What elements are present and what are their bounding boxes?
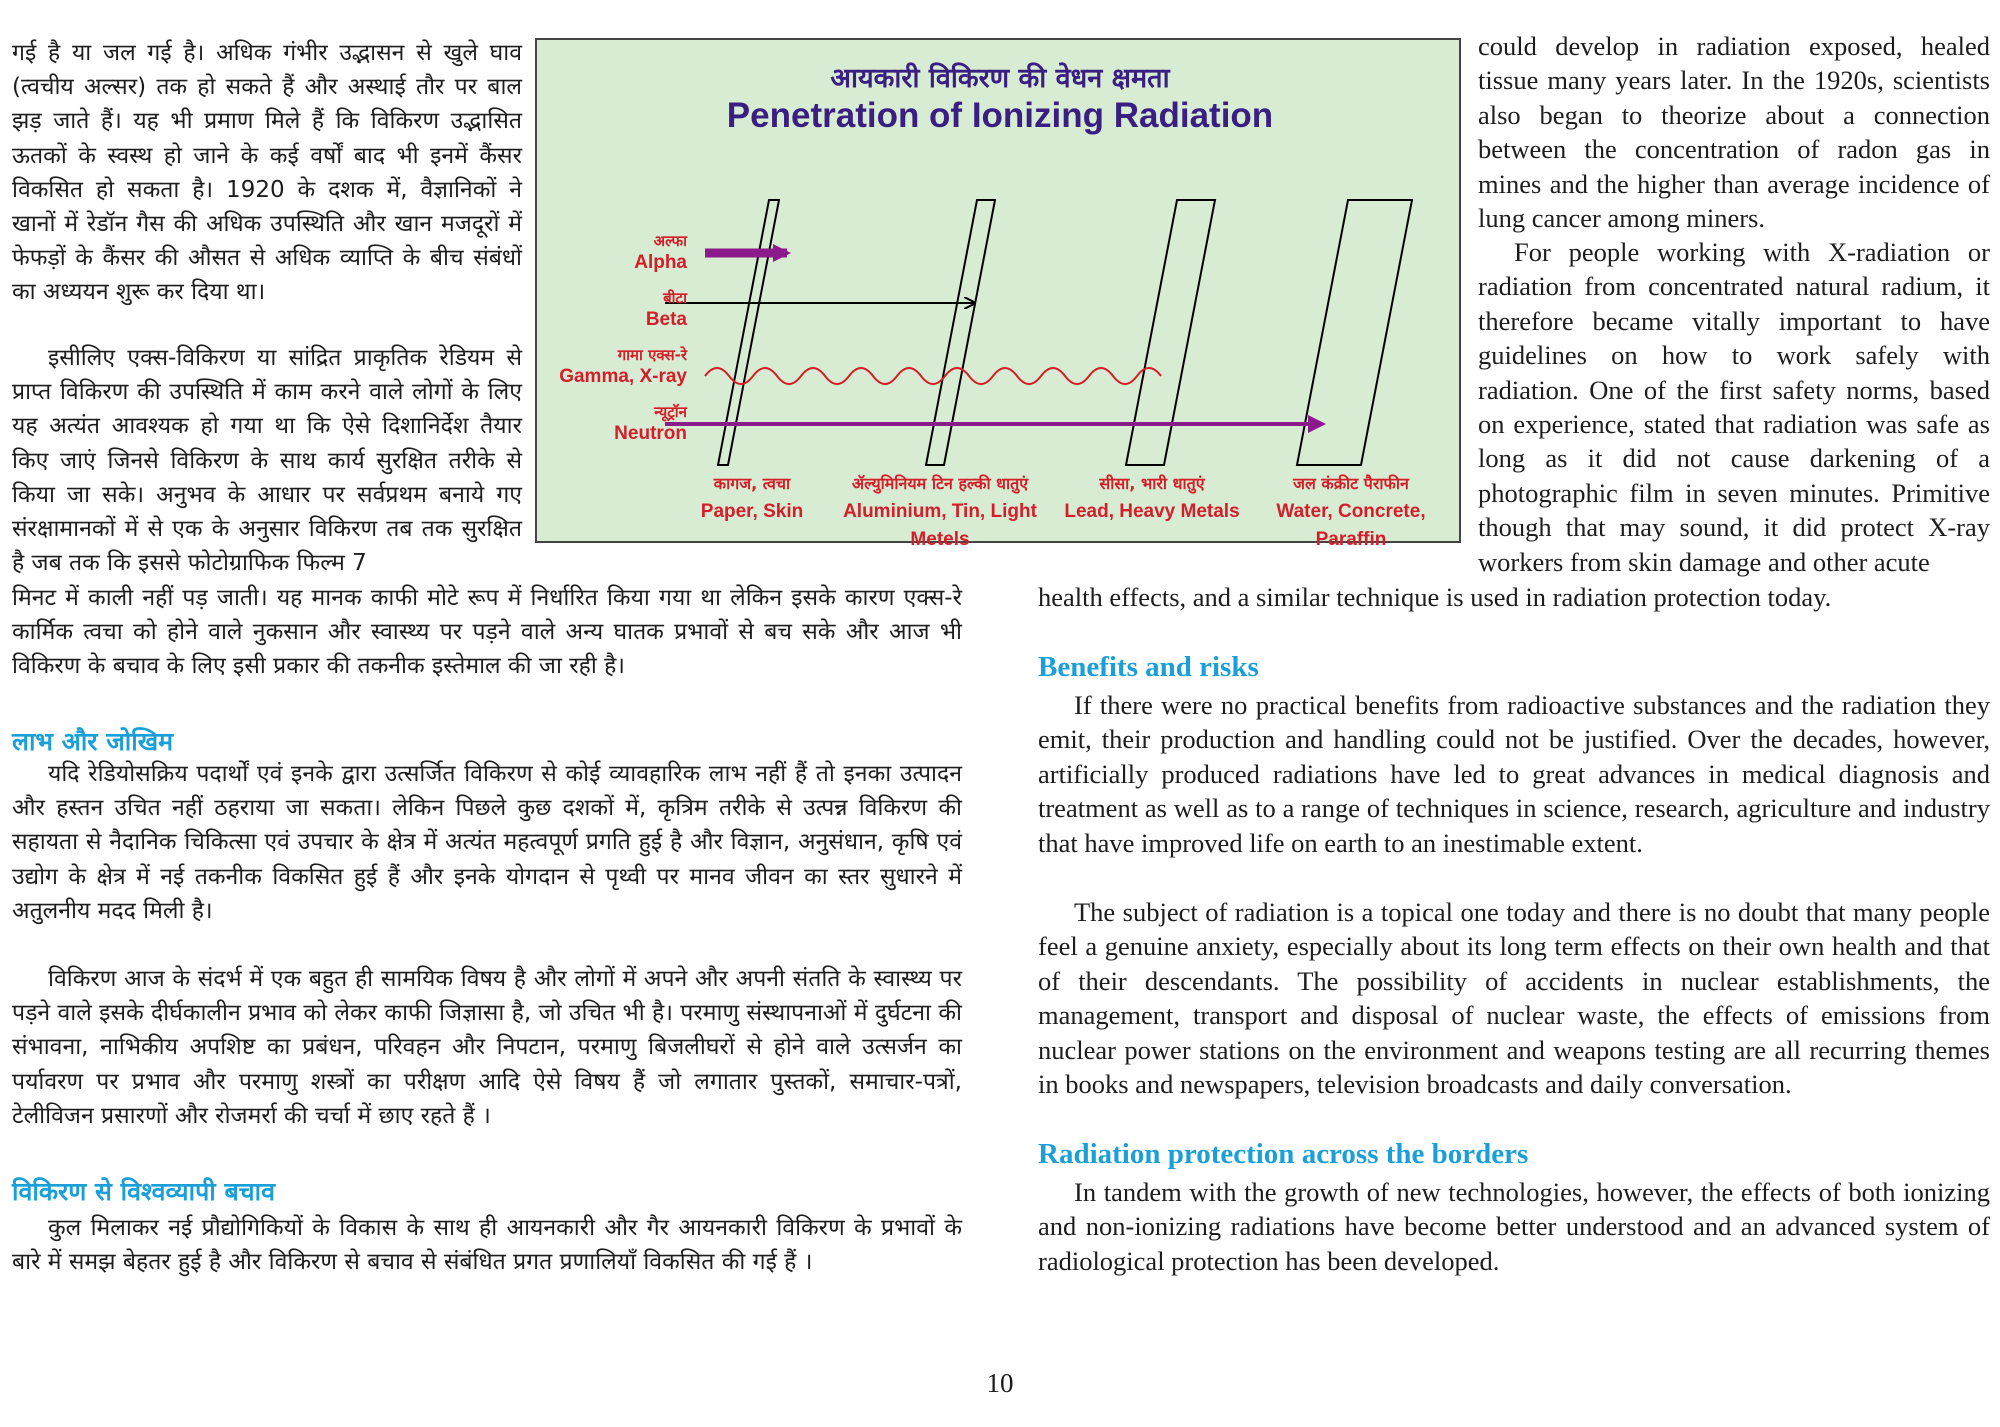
english-paragraph-3: If there were no practical benefits from radioactive substances and the radiation they emit, their production and handling could not be justified. Over the decades, however, artificially produced radiations have led to great advances in medical diagnosis and treatment as well as to a range of techniques in science, research, agriculture and industry that have improved life on earth to an inestimable extent. — [1038, 690, 1990, 858]
page-number: 10 — [986, 1368, 1014, 1398]
label-beta-english: Beta — [645, 309, 687, 330]
hindi-paragraph-1: गई है या जल गई है। अधिक गंभीर उद्भासन से खुले घाव (त्वचीय अल्सर) तक हो सकते हैं और अस्थाई तौर पर बाल झड़ जाते हैं। यह भी प्रमाण मिले हैं कि विकिरण उद्भासित ऊतकों के स्वस्थ हो जाने के कई वर्षों बाद भी इनमें कैंसर विकसित हो सकता है। 1920 के दशक में, वैज्ञानिकों ने खानों में रेडॉन गैस की अधिक उपस्थिति और खान मजदूरों में फेफड़ों के कैंसर की औसत से अधिक व्याप्ति के बीच संबंधों का अध्ययन शुरू कर दिया था। — [12, 40, 522, 306]
figure-title-english: Penetration of Ionizing Radiation — [726, 96, 1274, 135]
hindi-paragraph-5: कुल मिलाकर नई प्रौद्योगिकियों के विकास के साथ ही आयनकारी और गैर आयनकारी विकिरण के प्रभावों के बारे में समझ बेहतर हुई है और विकिरण से बचाव से संबंधित प्रगत प्रणालियाँ विकसित की गई हैं । — [12, 1215, 962, 1276]
label-beta-hindi: बीटा — [663, 289, 687, 307]
label-aluminium-hindi: ॲल्युमिनियम टिन हल्की धातुएं — [851, 474, 1029, 493]
english-paragraph-5: In tandem with the growth of new technologies, however, the effects of both ionizing and non-ionizing radiations have become better understood and an advanced system of radiological protection has been developed. — [1038, 1177, 1990, 1276]
label-neutron-english: Neutron — [614, 423, 687, 444]
figure-title-hindi: आयकारी विकिरण की वेधन क्षमता — [830, 63, 1170, 94]
hindi-heading-benefits: लाभ और जोखिम — [12, 727, 174, 756]
hindi-paragraph-4: विकिरण आज के संदर्भ में एक बहुत ही सामयिक विषय है और लोगों में अपने और अपनी संतति के स्वास्थ्य पर पड़ने वाले इसके दीर्घकालीन प्रभाव को लेकर काफी जिज्ञासा है, जो उचित भी है। परमाणु संस्थापनाओं में दुर्घटना की संभावना, नाभिकीय अपशिष्ट का प्रबंधन, परिवहन और निपटान, परमाणु बिजलीघरों से होने वाले उत्सर्जन का पर्यावरण पर प्रभाव और परमाणु शस्त्रों का परीक्षण आदि ऐसे विषय हैं जो लगातार पुस्तकों, समाचार-पत्रों, टेलीविजन प्रसारणों और रोजमर्रा की चर्चा में छाए रहते हैं । — [12, 966, 962, 1129]
radiation-penetration-figure — [535, 38, 1461, 550]
hindi-paragraph-3: यदि रेडियोसक्रिय पदार्थों एवं इनके द्वारा उत्सर्जित विकिरण से कोई व्यावहारिक लाभ नहीं हैं तो इनका उत्पादन और हस्तन उचित नहीं ठहराया जा सकता। लेकिन पिछले कुछ दशकों में, कृत्रिम तरीके से उत्पन्न विकिरण की सहायता से नैदानिक चिकित्सा एवं उपचार के क्षेत्र में अत्यंत महत्वपूर्ण प्रगति हुई है और विज्ञान, अनुसंधान, कृषि एवं उद्योग के क्षेत्र में नई तकनीक विकसित हुई हैं और इनके योगदान से पृथ्वी पर मानव जीवन का स्तर सुधारने में अतुलनीय मदद मिली है। — [12, 761, 962, 924]
label-aluminium — [820, 470, 1060, 554]
label-lead-hindi: सीसा, भारी धातुएं — [1099, 474, 1205, 493]
hindi-heading-protection: विकिरण से विश्वव्यापी बचाव — [12, 1177, 275, 1206]
label-gamma — [542, 344, 687, 388]
label-beta — [557, 287, 687, 331]
label-alpha-english: Alpha — [634, 252, 687, 273]
hindi-paragraph-2a: इसीलिए एक्स-विकिरण या सांद्रित प्राकृतिक रेडियम से प्राप्त विकिरण की उपस्थिति में काम करने वाले लोगों के लिए यह अत्यंत आवश्यक हो गया था कि ऐसे दिशानिर्देश तैयार किए जाएं जिनसे विकिरण के साथ कार्य सुरक्षित तरीके से किया जा सके। अनुभव के आधार पर सर्वप्रथम बनाये गए संरक्षामानकों में से एक के अनुसार विकिरण तब तक सुरक्षित है जब तक कि इससे फोटोग्राफिक फिल्म 7 — [12, 345, 522, 577]
english-paragraph-4: The subject of radiation is a topical one today and there is no doubt that many people feel a genuine anxiety, especially about its long term effects on their own health and that of their descendants. The possibility of accidents in nuclear establishments, the management, transport and disposal of nuclear waste, the effects of emissions from nuclear power stations on the environment and weapons testing are all recurring themes in books and newspapers, television broadcasts and daily conversation. — [1038, 897, 1990, 1100]
label-gamma-hindi: गामा एक्स-रे — [617, 346, 687, 364]
label-neutron — [557, 401, 687, 445]
english-heading-protection: Radiation protection across the borders — [1038, 1138, 1529, 1170]
label-lead-english: Lead, Heavy Metals — [1064, 501, 1240, 522]
label-concrete — [1243, 470, 1459, 554]
label-paper-english: Paper, Skin — [700, 501, 804, 522]
label-concrete-hindi: जल कंक्रीट पैराफीन — [1293, 474, 1409, 493]
label-paper — [687, 470, 817, 526]
label-concrete-english: Water, Concrete, Paraffin — [1276, 501, 1426, 550]
label-paper-hindi: कागज, त्वचा — [713, 474, 791, 493]
english-paragraph-2b: health effects, and a similar technique is used in radiation protection today. — [1038, 582, 1832, 612]
label-gamma-english: Gamma, X-ray — [559, 366, 687, 387]
label-alpha — [557, 230, 687, 274]
label-neutron-hindi: न्यूट्रॉन — [654, 403, 687, 421]
english-paragraph-2a: For people working with X-radiation or radiation from concentrated natural radium, it therefore became vitally important to have guidelines on how to work safely with radiation. One of the first safety norms, based on experience, stated that radiation was safe as long as it did not cause darkening of a photographic film in seven minutes. Primitive though that may sound, it did protect X-ray workers from skin damage and other acute — [1478, 237, 1990, 577]
label-alpha-hindi: अल्फा — [653, 232, 687, 250]
english-heading-benefits: Benefits and risks — [1038, 651, 1259, 683]
english-paragraph-1: could develop in radiation exposed, healed tissue many years later. In the 1920s, scientists also began to theorize about a connection between the concentration of radon gas in mines and the higher than average incidence of lung cancer among miners. — [1478, 31, 1990, 234]
gamma-wave — [705, 368, 1161, 384]
label-lead — [1062, 470, 1242, 526]
hindi-paragraph-2b: मिनट में काली नहीं पड़ जाती। यह मानक काफी मोटे रूप में निर्धारित किया गया था लेकिन इसके कारण एक्स-रे कार्मिक त्वचा को होने वाले नुकसान और स्वास्थ्य पर पड़ने वाले अन्य घातक प्रभावों से बच सके और आज भी विकिरण के बचाव के लिए इसी प्रकार की तकनीक इस्तेमाल की जा रही है। — [12, 585, 962, 680]
label-aluminium-english: Aluminium, Tin, Light Metels — [843, 501, 1037, 550]
